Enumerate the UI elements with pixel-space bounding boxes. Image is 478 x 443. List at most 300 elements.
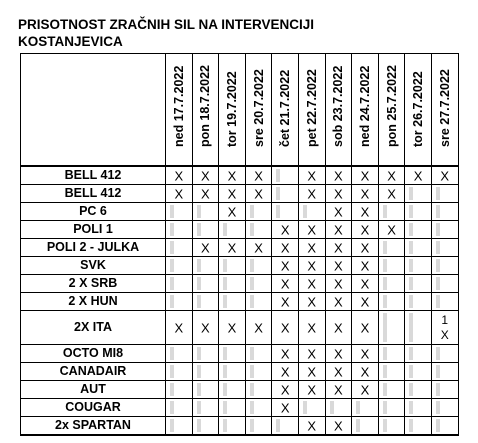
presence-mark: X [254,186,263,201]
empty-marker [436,419,440,432]
presence-mark: X [307,364,317,379]
table-row [21,203,459,221]
presence-mark: X [280,346,290,361]
presence-cell [325,185,352,203]
empty-marker [170,419,174,432]
presence-cell [298,239,325,257]
presence-mark: X [280,222,290,237]
empty-marker [223,401,227,414]
presence-cell [245,345,272,363]
empty-marker [197,259,201,272]
empty-marker [223,419,227,432]
presence-cell [298,203,325,221]
presence-mark: X [201,168,210,183]
empty-marker [170,277,174,290]
presence-cell [325,345,352,363]
date-header [298,54,325,167]
date-label: tor 26.7.2022 [411,71,426,147]
presence-cell [245,257,272,275]
presence-table [20,53,459,436]
presence-cell [405,257,432,275]
presence-mark: X [280,382,290,397]
presence-cell [405,239,432,257]
presence-cell [352,311,379,345]
presence-mark: X [307,276,317,291]
presence-mark: X [280,364,290,379]
presence-cell [272,293,299,311]
presence-cell [192,399,219,417]
empty-marker [170,223,174,236]
presence-cell [378,166,405,185]
presence-mark: 1 X [440,312,449,342]
presence-mark: X [307,418,317,433]
presence-mark: X [307,258,317,273]
presence-cell [352,203,379,221]
presence-mark: X [174,320,184,335]
empty-marker [436,205,440,218]
empty-marker [409,365,413,378]
empty-marker [436,295,440,308]
header-row [21,54,459,167]
presence-mark: X [201,320,210,335]
presence-cell [378,185,405,203]
date-header [192,54,219,167]
presence-mark: X [334,346,343,361]
presence-cell [325,221,352,239]
presence-mark: X [334,294,343,309]
empty-marker [383,365,387,378]
date-label: ned 17.7.2022 [171,65,186,147]
presence-cell [325,166,352,185]
empty-marker [436,277,440,290]
presence-mark: X [387,168,396,183]
empty-marker [276,205,280,218]
presence-cell [219,166,246,185]
empty-marker [250,295,254,308]
table-row [21,185,459,203]
presence-cell [431,185,458,203]
presence-cell [378,221,405,239]
presence-cell [405,417,432,436]
presence-cell [192,185,219,203]
presence-cell [405,185,432,203]
table-row [21,363,459,381]
presence-cell [166,166,193,185]
presence-cell [166,203,193,221]
presence-mark: X [227,168,237,183]
empty-marker [276,419,280,432]
date-header [272,54,299,167]
presence-cell [272,221,299,239]
presence-cell [245,221,272,239]
presence-cell [325,239,352,257]
presence-cell [192,221,219,239]
presence-mark: X [307,294,317,309]
presence-mark: X [254,240,263,255]
empty-marker [250,223,254,236]
empty-marker [250,365,254,378]
empty-marker [436,187,440,200]
empty-marker [383,313,387,342]
presence-cell [245,399,272,417]
presence-mark: X [307,382,317,397]
empty-marker [170,241,174,254]
table-row [21,381,459,399]
presence-mark: X [334,418,343,433]
presence-cell [325,363,352,381]
date-label: pet 22.7.2022 [304,69,319,147]
presence-cell [192,239,219,257]
presence-mark: X [201,240,210,255]
presence-cell [192,311,219,345]
presence-cell [192,345,219,363]
presence-mark: X [360,294,370,309]
empty-marker [409,401,413,414]
empty-marker [303,205,307,218]
empty-marker [409,347,413,360]
presence-mark: X [360,240,370,255]
presence-mark: X [334,258,343,273]
presence-cell [245,239,272,257]
presence-mark: X [307,222,317,237]
presence-mark: X [174,186,184,201]
presence-cell [219,221,246,239]
presence-cell [166,221,193,239]
title-line-2: KOSTANJEVICA [18,34,123,49]
aircraft-label: 2 X SRB [21,275,166,293]
aircraft-label: AUT [21,381,166,399]
empty-marker [409,419,413,432]
empty-marker [383,347,387,360]
presence-mark: X [360,276,370,291]
presence-mark: X [360,382,370,397]
presence-cell [431,275,458,293]
empty-marker [409,187,413,200]
presence-mark: X [334,222,343,237]
presence-cell [272,203,299,221]
presence-mark: X [280,400,290,415]
empty-marker [170,383,174,396]
date-label: ned 24.7.2022 [357,65,372,147]
presence-cell [352,345,379,363]
empty-marker [383,277,387,290]
presence-mark: X [360,168,370,183]
presence-cell [166,257,193,275]
presence-cell [405,275,432,293]
presence-cell [272,345,299,363]
presence-cell [219,381,246,399]
presence-cell [378,293,405,311]
empty-marker [197,347,201,360]
presence-cell [405,345,432,363]
presence-cell [405,293,432,311]
presence-mark: X [254,320,263,335]
presence-cell [405,203,432,221]
presence-cell [272,239,299,257]
empty-marker [250,383,254,396]
table-row [21,311,459,345]
presence-mark: X [360,186,370,201]
presence-cell [245,381,272,399]
presence-cell [378,275,405,293]
presence-cell [378,203,405,221]
date-header [352,54,379,167]
presence-mark: X [227,204,237,219]
empty-marker [356,401,360,414]
presence-cell [352,293,379,311]
presence-cell [431,363,458,381]
aircraft-label: BELL 412 [21,166,166,185]
empty-marker [409,259,413,272]
presence-cell [298,185,325,203]
presence-cell [352,399,379,417]
presence-cell [219,275,246,293]
presence-mark: X [334,382,343,397]
presence-cell [298,166,325,185]
presence-cell [431,239,458,257]
presence-mark: X [254,168,263,183]
presence-cell [272,257,299,275]
presence-cell [166,185,193,203]
presence-cell [325,381,352,399]
presence-cell [219,257,246,275]
presence-cell [166,345,193,363]
presence-cell [378,417,405,436]
presence-mark: X [334,168,343,183]
presence-mark: X [280,294,290,309]
empty-marker [170,347,174,360]
presence-mark: X [307,240,317,255]
presence-mark: X [280,276,290,291]
presence-mark: X [307,346,317,361]
empty-marker [170,205,174,218]
presence-cell [298,417,325,436]
presence-cell [166,417,193,436]
date-label: sre 27.7.2022 [437,69,452,147]
presence-cell [352,257,379,275]
presence-cell [352,185,379,203]
aircraft-label: BELL 412 [21,185,166,203]
presence-cell [378,381,405,399]
presence-cell [166,311,193,345]
empty-marker [223,365,227,378]
presence-cell [431,417,458,436]
empty-marker [223,383,227,396]
empty-marker [383,295,387,308]
date-header [219,54,246,167]
presence-cell [166,275,193,293]
presence-cell [405,363,432,381]
empty-marker [250,259,254,272]
presence-mark: X [280,240,290,255]
empty-marker [409,277,413,290]
date-header [378,54,405,167]
presence-cell [166,293,193,311]
empty-marker [170,295,174,308]
table-row [21,293,459,311]
presence-cell [352,417,379,436]
presence-mark: X [227,320,237,335]
empty-marker [276,169,280,182]
empty-marker [436,259,440,272]
presence-cell [166,239,193,257]
empty-marker [197,401,201,414]
presence-mark: X [307,186,317,201]
presence-cell [378,345,405,363]
presence-cell [245,311,272,345]
presence-cell [245,417,272,436]
presence-cell [166,381,193,399]
presence-cell [298,381,325,399]
presence-mark: X [174,168,184,183]
presence-mark: X [334,320,343,335]
empty-marker [436,383,440,396]
empty-marker [250,401,254,414]
presence-cell [431,345,458,363]
presence-mark: X [413,168,423,183]
date-label: sre 20.7.2022 [251,69,266,147]
presence-cell [219,203,246,221]
presence-cell [431,221,458,239]
aircraft-label: COUGAR [21,399,166,417]
empty-marker [436,365,440,378]
presence-mark: X [387,222,396,237]
empty-marker [197,223,201,236]
page-title [18,16,418,50]
presence-cell [192,166,219,185]
empty-marker [250,277,254,290]
presence-cell [298,363,325,381]
presence-cell [245,363,272,381]
presence-cell [272,311,299,345]
empty-marker [197,205,201,218]
presence-cell [298,221,325,239]
table-body [21,166,459,435]
presence-mark: X [307,320,317,335]
presence-mark: X [307,168,317,183]
date-header [431,54,458,167]
presence-cell [352,363,379,381]
presence-cell [298,399,325,417]
empty-marker [250,347,254,360]
presence-cell [352,381,379,399]
aircraft-label: 2x SPARTAN [21,417,166,436]
presence-cell [378,257,405,275]
presence-cell [272,166,299,185]
presence-cell [219,185,246,203]
presence-mark: X [334,364,343,379]
presence-cell [352,239,379,257]
presence-cell [298,311,325,345]
presence-cell [192,381,219,399]
presence-cell [192,417,219,436]
empty-marker [436,223,440,236]
presence-cell [431,399,458,417]
date-header [245,54,272,167]
empty-marker [223,295,227,308]
presence-cell [352,166,379,185]
presence-cell [378,311,405,345]
empty-marker [436,401,440,414]
aircraft-label: 2X ITA [21,311,166,345]
presence-mark: X [360,320,370,335]
empty-marker [170,401,174,414]
presence-mark: X [334,204,343,219]
table-row [21,166,459,185]
presence-cell [298,293,325,311]
presence-cell [405,399,432,417]
empty-marker [409,383,413,396]
empty-marker [223,277,227,290]
presence-cell [325,257,352,275]
empty-marker [303,401,307,414]
presence-mark: X [334,186,343,201]
empty-marker [276,187,280,200]
empty-marker [223,259,227,272]
date-label: pon 18.7.2022 [198,65,213,147]
date-label: sob 23.7.2022 [331,65,346,147]
presence-cell [325,293,352,311]
empty-marker [197,365,201,378]
empty-marker [197,277,201,290]
presence-cell [192,275,219,293]
empty-marker [436,241,440,254]
empty-marker [409,313,413,342]
aircraft-label: OCTO MI8 [21,345,166,363]
aircraft-label: CANADAIR [21,363,166,381]
empty-marker [250,419,254,432]
table-row [21,399,459,417]
empty-marker [330,401,334,414]
presence-mark: X [227,240,237,255]
empty-marker [197,295,201,308]
table-row [21,239,459,257]
presence-cell [272,275,299,293]
presence-cell [352,275,379,293]
empty-marker [383,241,387,254]
presence-cell [272,363,299,381]
presence-cell [166,399,193,417]
date-header [166,54,193,167]
presence-cell [431,257,458,275]
aircraft-label: SVK [21,257,166,275]
presence-mark: X [334,276,343,291]
presence-cell [272,399,299,417]
empty-marker [409,241,413,254]
presence-cell [298,275,325,293]
presence-mark: X [360,364,370,379]
presence-cell [245,166,272,185]
table-row [21,221,459,239]
presence-cell [378,363,405,381]
presence-cell [298,257,325,275]
empty-marker [436,347,440,360]
presence-cell [325,275,352,293]
empty-marker [409,205,413,218]
presence-cell [245,293,272,311]
presence-mark: X [360,346,370,361]
presence-mark: X [440,168,450,183]
presence-cell [245,275,272,293]
presence-cell [405,381,432,399]
presence-cell [219,345,246,363]
empty-marker [383,401,387,414]
title-line-1: PRISOTNOST ZRAČNIH SIL NA INTERVENCIJI [18,17,315,32]
presence-cell [192,293,219,311]
presence-mark: X [201,186,210,201]
table-row [21,257,459,275]
presence-cell [431,166,458,185]
